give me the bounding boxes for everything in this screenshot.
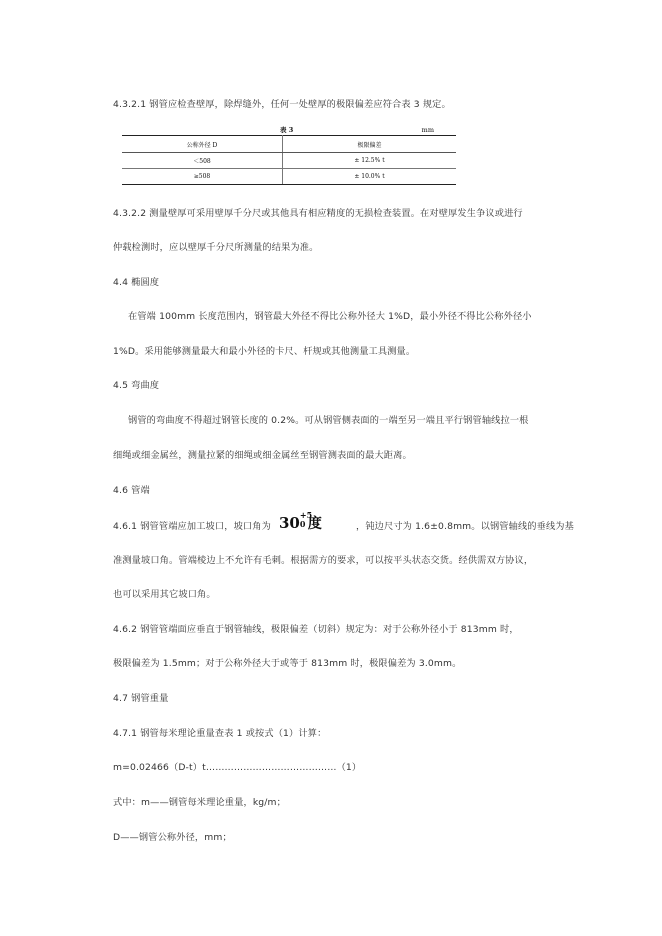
- paragraph-4-6-1-start: 4.6.1 钢管管端应加工坡口，坡口角为: [113, 521, 271, 532]
- paragraph-4-5-cont: 细绳或细金属丝，测量拉紧的细绳或细金属丝至钢管测表面的最大距离。: [113, 450, 412, 461]
- paragraph-4-3-2-2: 4.3.2.2 测量壁厚可采用壁厚千分尺或其他具有相应精度的无损检查装置。在对壁厚发生争议或进行: [113, 208, 523, 219]
- formula-def-d: D——钢管公称外径，mm；: [113, 832, 232, 843]
- paragraph-4-6-1-cont: 准测量坡口角。管端棱边上不允许有毛刺。根据需方的要求，可以按平头状态交货。经供需双方协议，: [113, 555, 534, 566]
- paragraph-4-6-1-end: ，钝边尺寸为 1.6±0.8mm。以钢管轴线的垂线为基: [356, 521, 574, 532]
- angle-unit: 度: [307, 516, 322, 532]
- heading-4-7: 4.7 钢管重量: [113, 693, 169, 704]
- bevel-angle-formula: [279, 512, 322, 533]
- angle-base: 30: [279, 514, 300, 532]
- table-title: 表 3: [280, 126, 294, 134]
- heading-4-4: 4.4 椭圆度: [113, 277, 160, 288]
- angle-upper-tolerance: +5: [299, 510, 313, 520]
- paragraph-4-5: 钢管的弯曲度不得超过钢管长度的 0.2%。可从钢管侧表面的一端至另一端且平行钢管轴线拉一根: [128, 415, 529, 426]
- weight-formula: m=0.02466（D-t）t……………………………………（1）: [113, 762, 362, 773]
- paragraph-4-7-1: 4.7.1 钢管每米理论重量查表 1 或按式（1）计算：: [113, 728, 327, 739]
- paragraph-4-3-2-1: 4.3.2.1 钢管应检查壁厚，除焊缝外，任何一处壁厚的极限偏差应符合表 3 规定。: [113, 99, 451, 110]
- heading-4-6: 4.6 管端: [113, 485, 150, 496]
- table-3: [122, 124, 456, 185]
- formula-where: 式中：m——钢管每米理论重量，kg/m；: [113, 797, 286, 808]
- paragraph-4-6-1-cont2: 也可以采用其它坡口角。: [113, 589, 216, 600]
- table-row: [122, 153, 456, 169]
- heading-4-5: 4.5 弯曲度: [113, 380, 160, 391]
- header-outer-diameter: 公称外径 D: [122, 136, 283, 153]
- paragraph-4-3-2-2-cont: 仲载检测时，应以壁厚千分尺所测量的结果为准。: [113, 242, 319, 253]
- table-3-grid: [122, 135, 456, 185]
- table-caption: [122, 124, 456, 135]
- table-header-row: [122, 136, 456, 153]
- header-tolerance: 极限偏差: [283, 136, 457, 153]
- paragraph-4-4-cont: 1%D。采用能够测量最大和最小外径的卡尺、杆规或其他测量工具测量。: [113, 346, 416, 357]
- table-row: [122, 169, 456, 185]
- cell-tolerance: ± 12.5% t: [283, 153, 457, 169]
- angle-lower-tolerance: 0: [299, 519, 306, 529]
- cell-diameter: ≥508: [122, 169, 283, 185]
- paragraph-4-4: 在管端 100mm 长度范围内，钢管最大外径不得比公称外径大 1%D，最小外径不得比公称外径小: [128, 311, 532, 322]
- paragraph-4-6-2-cont: 极限偏差为 1.5mm；对于公称外径大于或等于 813mm 时，极限偏差为 3.0mm。: [113, 658, 462, 669]
- cell-tolerance: ± 10.0% t: [283, 169, 457, 185]
- paragraph-4-6-2: 4.6.2 钢管管端面应垂直于钢管轴线，极限偏差（切斜）规定为：对于公称外径小于 813mm 时，: [113, 624, 519, 635]
- table-unit: mm: [421, 126, 434, 134]
- cell-diameter: ＜508: [122, 153, 283, 169]
